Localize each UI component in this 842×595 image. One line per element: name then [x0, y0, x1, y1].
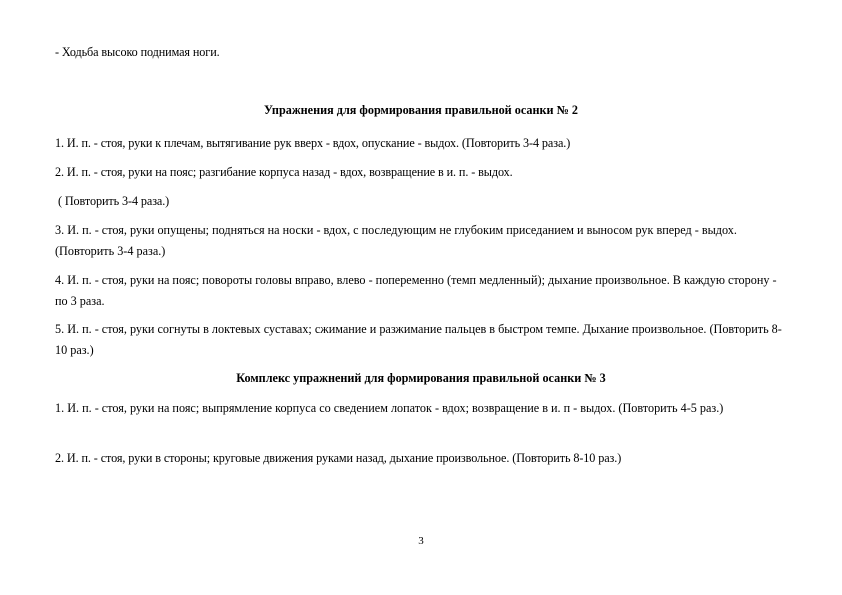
exercise-2-4: 4. И. п. - стоя, руки на пояс; повороты головы вправо, влево - попеременно (темп медленный); дыхание произвольное. В каждую сторону - по 3 раза.	[55, 273, 777, 308]
exercise-3-1: 1. И. п. - стоя, руки на пояс; выпрямление корпуса со сведением лопаток - вдох; возвращение в и. п - выдох. (Повторить 4-5 раз.)	[55, 401, 724, 415]
exercise-2-5: 5. И. п. - стоя, руки согнуты в локтевых суставах; сжимание и разжимание пальцев в быстром темпе. Дыхание произвольное. (Повторить 8-10 раз.)	[55, 322, 782, 357]
page-number: 3	[418, 535, 424, 547]
exercise-2-2: 2. И. п. - стоя, руки на пояс; разгибание корпуса назад - вдох, возвращение в и. п. - выдох.	[55, 165, 513, 179]
intro-line: - Ходьба высоко поднимая ноги.	[55, 45, 220, 59]
section-heading-3: Комплекс упражнений для формирования правильной осанки № 3	[236, 371, 606, 385]
exercise-2-1: 1. И. п. - стоя, руки к плечам, вытягивание рук вверх - вдох, опускание - выдох. (Повторить 3-4 раза.)	[55, 136, 571, 150]
exercise-3-2: 2. И. п. - стоя, руки в стороны; круговые движения руками назад, дыхание произвольное. (Повторить 8-10 раз.)	[55, 451, 622, 465]
exercise-2-3: 3. И. п. - стоя, руки опущены; подняться на носки - вдох, с последующим не глубоким приседанием и выносом рук вперед - выдох. (Повторить 3-4 раза.)	[55, 223, 737, 258]
section-heading-2: Упражнения для формирования правильной осанки № 2	[263, 103, 579, 117]
exercise-2-2-repeat: ( Повторить 3-4 раза.)	[55, 194, 170, 208]
